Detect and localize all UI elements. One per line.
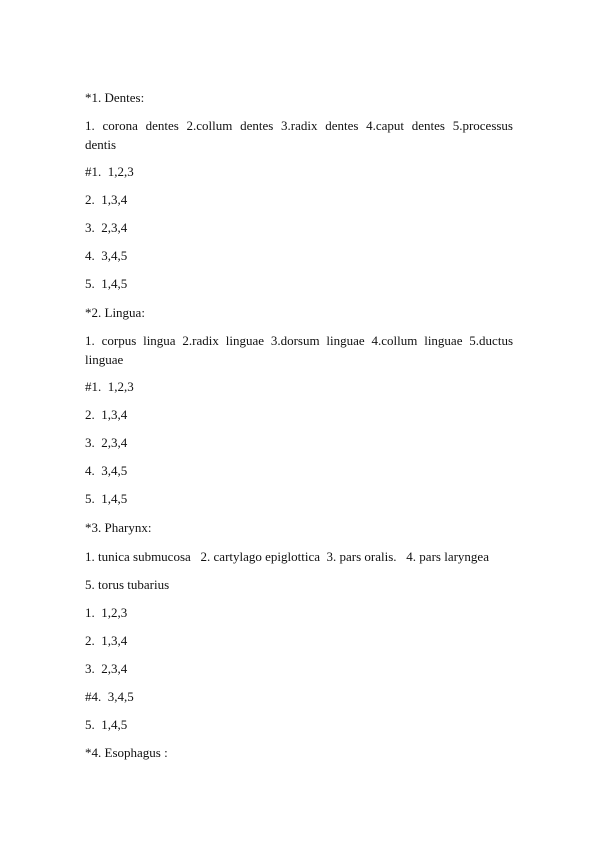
question-1-option-2: 2. 1,3,4 — [85, 192, 128, 207]
question-2-stem-line-2: linguae — [85, 352, 124, 367]
question-2-title: *2. Lingua: — [85, 305, 145, 320]
question-3-stem-line-2: 5. torus tubarius — [85, 577, 170, 592]
question-3-stem-line-1: 1. tunica submucosa 2. cartylago epiglottica 3. pars oralis. 4. pars laryngea — [85, 549, 489, 564]
question-3-option-5: 5. 1,4,5 — [85, 717, 128, 732]
question-2-option-4: 4. 3,4,5 — [85, 463, 128, 478]
question-2-option-2: 2. 1,3,4 — [85, 407, 128, 422]
question-1-option-4: 4. 3,4,5 — [85, 248, 128, 263]
question-3-option-1: 1. 1,2,3 — [85, 605, 128, 620]
question-1-stem-line-2: dentis — [85, 137, 117, 152]
question-4-title: *4. Esophagus : — [85, 745, 168, 760]
question-2-option-1: #1. 1,2,3 — [85, 379, 134, 394]
question-1-stem-line-1: 1. corona dentes 2.collum dentes 3.radix dentes 4.caput dentes 5.processus — [85, 118, 513, 133]
question-2-stem-line-1: 1. corpus lingua 2.radix linguae 3.dorsum linguae 4.collum linguae 5.ductus — [85, 333, 513, 348]
question-3-title: *3. Pharynx: — [85, 520, 152, 535]
question-3-option-4: #4. 3,4,5 — [85, 689, 134, 704]
question-2-option-3: 3. 2,3,4 — [85, 435, 128, 450]
question-1-option-1: #1. 1,2,3 — [85, 164, 134, 179]
question-3-option-3: 3. 2,3,4 — [85, 661, 128, 676]
question-3-option-2: 2. 1,3,4 — [85, 633, 128, 648]
question-1-title: *1. Dentes: — [85, 90, 145, 105]
question-1-option-3: 3. 2,3,4 — [85, 220, 128, 235]
question-1-option-5: 5. 1,4,5 — [85, 276, 128, 291]
question-2-option-5: 5. 1,4,5 — [85, 491, 128, 506]
